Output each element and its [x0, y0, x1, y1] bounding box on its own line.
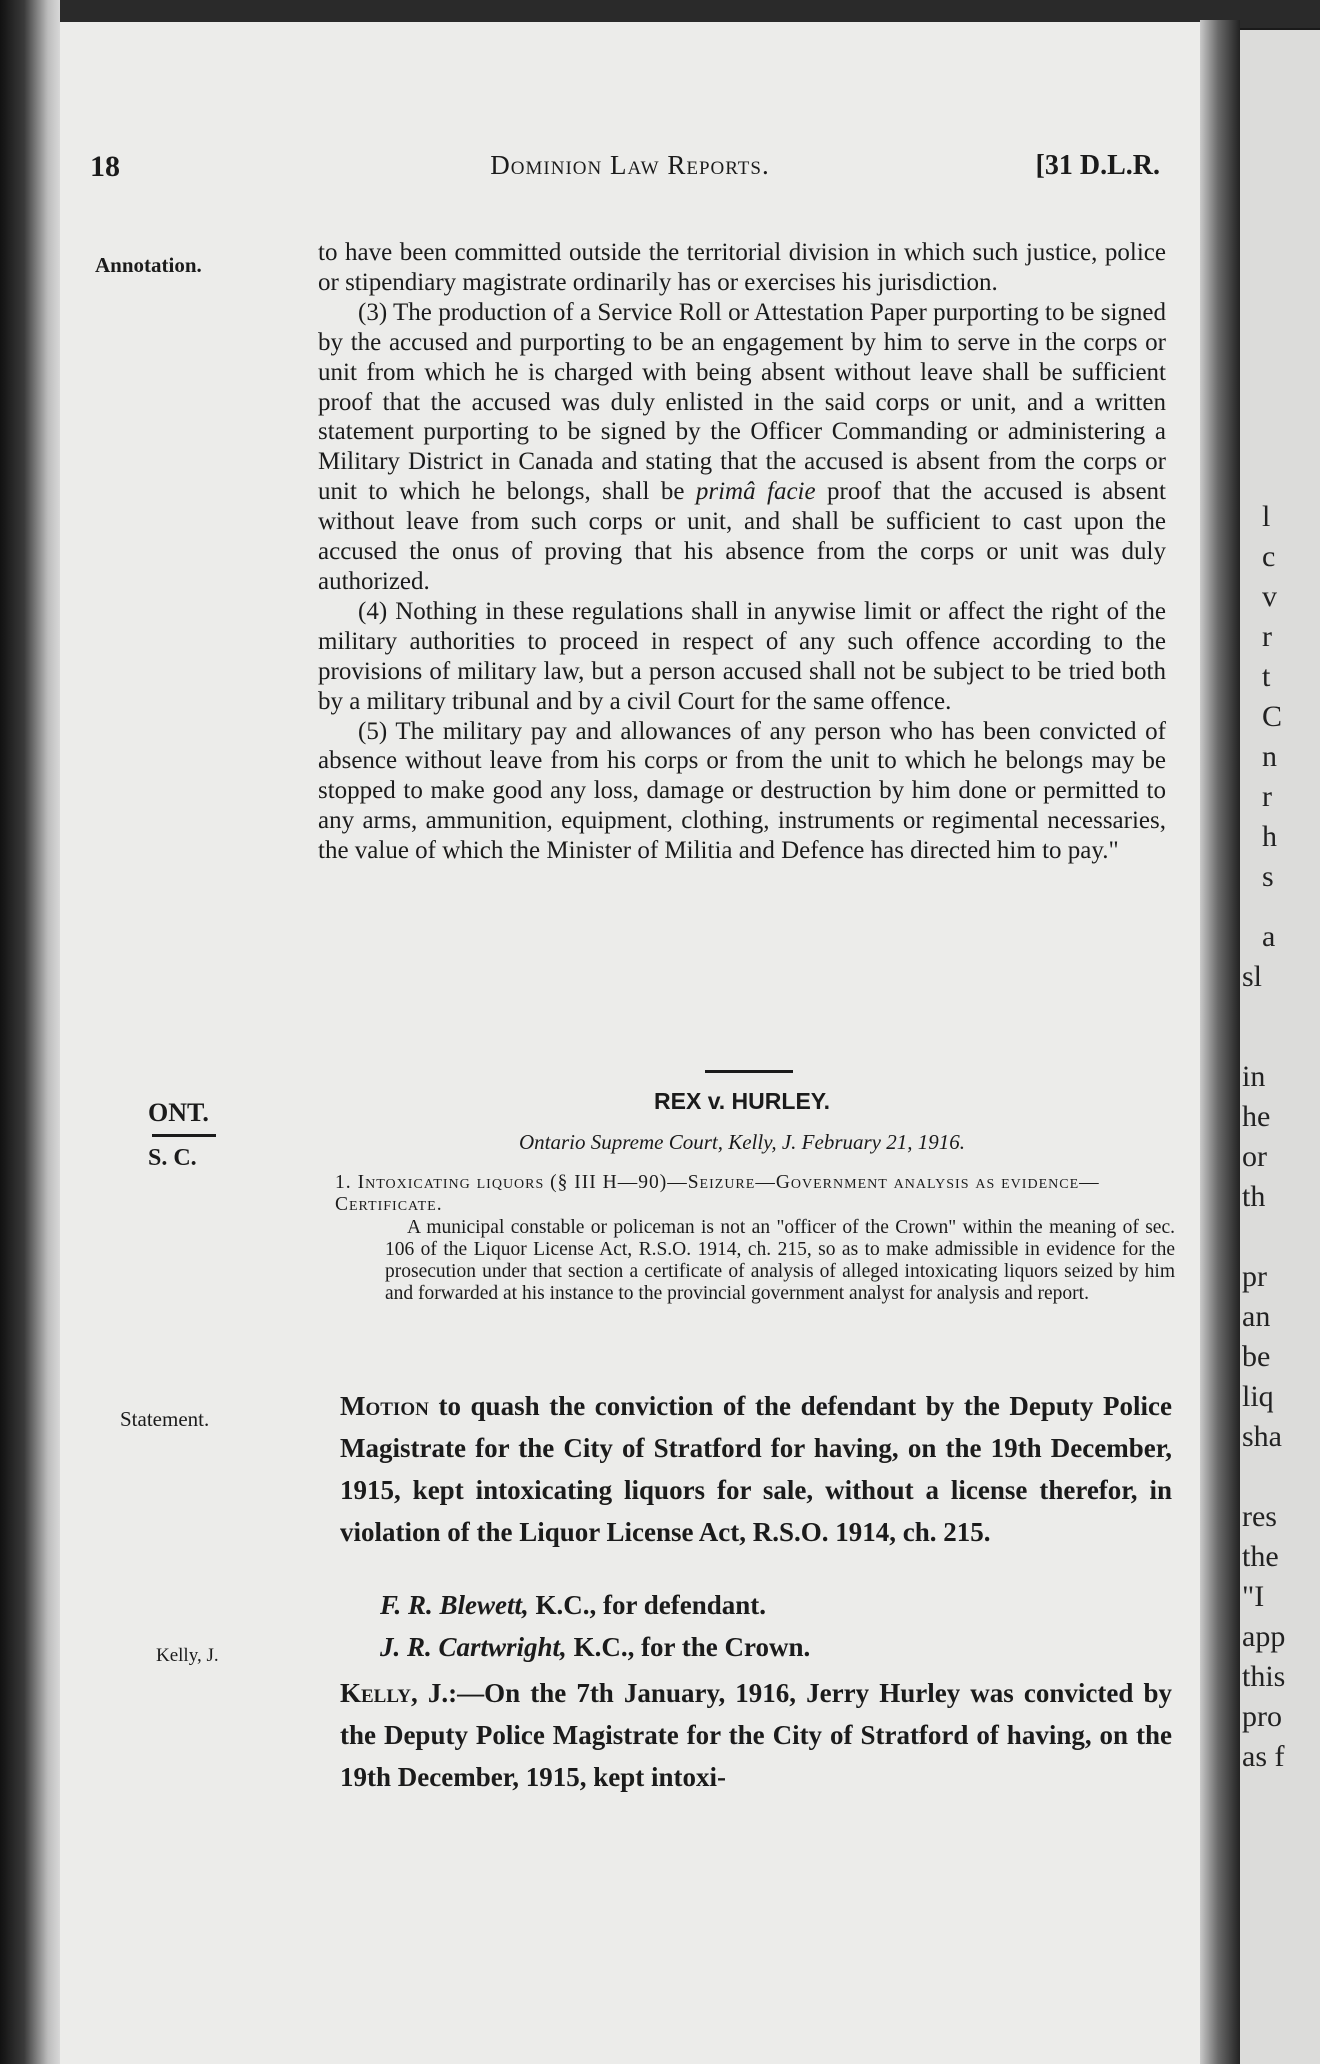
annotation-text — [318, 238, 1166, 866]
book-spine-edge — [0, 0, 60, 2064]
counsel-role: K.C., for defendant. — [528, 1590, 767, 1620]
annotation-paragraph — [318, 298, 1166, 597]
annotation-paragraph: (4) Nothing in these regulations shall in anywise limit or affect the right of the military authorities to proceed in respect of any such offence according to the provisions of military law, but a person accused shall not be subject to be tried both by a military tribunal and by a civil Court for the same offence. — [318, 597, 1166, 715]
facing-page-fragment: c — [1262, 540, 1276, 573]
facing-page-fragment: or — [1242, 1140, 1267, 1173]
court-abbrev-label: S. C. — [148, 1145, 197, 1171]
headnote-topic — [335, 1172, 1175, 1217]
case-title: REX v. HURLEY. — [654, 1088, 830, 1114]
facing-page-edge — [1240, 30, 1320, 2064]
judgment-text: :—On the 7th January, 1916, Jerry Hurley was convicted by the Deputy Police Magistrate for the City of Stratford of having, on the 19th December, 1915, kept intoxi- — [340, 1678, 1172, 1792]
counsel-defendant — [380, 1590, 766, 1621]
facing-page-fragment: l — [1262, 500, 1271, 533]
counsel-role: K.C., for the Crown. — [566, 1632, 811, 1662]
label-rule — [152, 1134, 216, 1137]
facing-page-fragment: t — [1262, 660, 1271, 693]
facing-page-fragment: in — [1242, 1060, 1266, 1093]
statement-paragraph — [340, 1385, 1172, 1553]
facing-page-fragment: sl — [1242, 960, 1263, 993]
facing-page-fragment: he — [1242, 1100, 1271, 1133]
annotation-label: Annotation. — [95, 253, 202, 277]
facing-page-fragment: an — [1242, 1300, 1271, 1333]
judgment-paragraph — [340, 1672, 1172, 1798]
statement-lead: Motion — [340, 1391, 429, 1421]
running-head — [90, 150, 1170, 190]
headnote-body: A municipal constable or policeman is not an "officer of the Crown" within the meaning of sec. 106 of the Liquor License Act, R.S.O. 1914, ch. 215, so as to make admissible in evidence for the prosecution under that section a certificate of analysis of alleged intoxicating liquors seized by him and forwarded at his instance to the provincial government analyst for analysis and report. — [385, 1216, 1175, 1305]
headnote-topic-text: Intoxicating liquors (§ III H—90)—Seizure—Government analysis as evidence—Certificate. — [335, 1172, 1100, 1216]
section-divider — [705, 1070, 793, 1073]
annotation-paragraph: (5) The military pay and allowances of any person who has been convicted of absence without leave from his corps or from the unit to which he belongs may be stopped to make good any loss, damage or destruction by him done or permitted to any arms, ammunition, equipment, clothing, instruments or regimental necessaries, the value of which the Minister of Militia and Defence has directed him to pay." — [318, 717, 1166, 865]
statement-label: Statement. — [120, 1407, 210, 1431]
facing-page-fragment: v — [1262, 580, 1277, 613]
counsel-crown — [380, 1632, 810, 1663]
judge-label: Kelly, J. — [156, 1645, 219, 1666]
statement-text: to quash the conviction of the defendant by the Deputy Police Magistrate for the City of Stratford for having, on the 19th December, 1915, kept intoxicating liquors for sale, without a license therefor, in violation of the Liquor License Act, R.S.O. 1914, ch. 215. — [340, 1391, 1172, 1547]
facing-page-fragment: this — [1242, 1660, 1286, 1693]
facing-page-fragment: be — [1242, 1340, 1271, 1373]
facing-page-fragment: r — [1262, 620, 1272, 653]
facing-page-fragment: sha — [1242, 1420, 1282, 1453]
facing-page-fragment: s — [1262, 860, 1274, 893]
facing-page-fragment: n — [1262, 740, 1277, 773]
facing-page-fragment: r — [1262, 780, 1272, 813]
jurisdiction-label — [148, 1098, 248, 1172]
facing-page-fragment: h — [1262, 820, 1277, 853]
province-label: ONT. — [148, 1098, 209, 1127]
counsel-name: F. R. Blewett, — [380, 1590, 529, 1620]
headnote — [335, 1172, 1175, 1306]
court-line: Ontario Supreme Court, Kelly, J. February 21, 1916. — [518, 1130, 965, 1154]
headnote-number: 1. — [335, 1172, 352, 1193]
facing-page-fragment: "I — [1242, 1580, 1265, 1613]
facing-page-fragment: C — [1262, 700, 1283, 733]
page-number: 18 — [90, 150, 120, 183]
facing-page-fragment: th — [1242, 1180, 1266, 1213]
counsel-name: J. R. Cartwright, — [380, 1632, 567, 1662]
facing-page-fragment: a — [1262, 920, 1276, 953]
journal-title: Dominion Law Reports. — [490, 150, 770, 180]
annotation-italic-term: primâ facie — [695, 478, 816, 506]
facing-page-fragment: liq — [1242, 1380, 1274, 1413]
judgment-lead: Kelly, J. — [340, 1678, 449, 1708]
facing-page-fragment: the — [1242, 1540, 1279, 1573]
annotation-text-run: (3) The production of a Service Roll or Attestation Paper purporting to be signed by the accused and purporting to be an engagement by him to serve in the corps or unit from which he is charged with being absent without leave shall be sufficient proof that the accused was duly enlisted in the said corps or unit, and a written statement purporting to be signed by the Officer Commanding or administering a Military District in Canada and stating that the accused is absent from the corps or unit to which he belongs, shall be — [318, 298, 1166, 506]
facing-page-fragment: res — [1242, 1500, 1277, 1533]
facing-page-fragment: as f — [1242, 1740, 1285, 1773]
facing-page-fragment: app — [1242, 1620, 1286, 1653]
annotation-text-run: proof that the accused is absent without leave from such corps or unit, and shall be sufficient to cast upon the accused the onus of proving that his absence from the corps or unit was duly authorized. — [318, 478, 1166, 595]
annotation-paragraph: to have been committed outside the territorial division in which such justice, police or stipendiary magistrate ordinarily has or exercises his jurisdiction. — [318, 239, 1166, 296]
facing-page-fragment: pro — [1242, 1700, 1282, 1733]
volume-reference: [31 D.L.R. — [1035, 150, 1160, 181]
page-gutter — [1200, 20, 1240, 2064]
facing-page-fragment: pr — [1242, 1260, 1267, 1293]
